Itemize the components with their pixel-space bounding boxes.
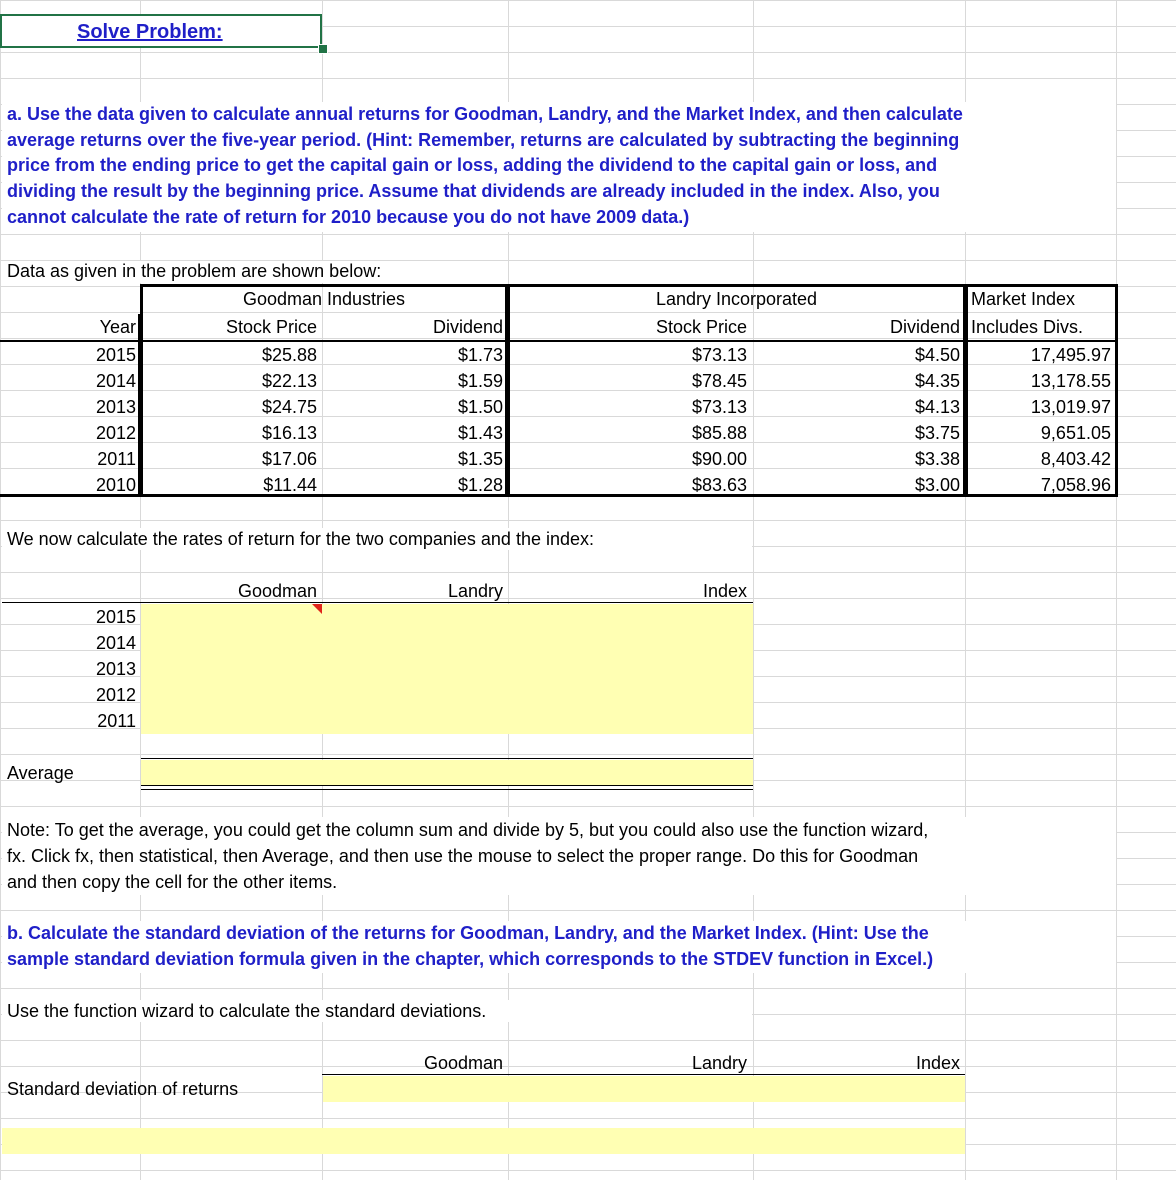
year-cell: 2015 [95,345,136,365]
landry-price-cell: $90.00 [691,449,747,469]
data-intro: Data as given in the problem are shown below: [7,261,382,281]
goodman-industries-header: Goodman Industries [242,289,406,309]
col-goodman-stock-price: Stock Price [225,317,317,337]
note-line-2: fx. Click fx, then statistical, then Average, and then use the mouse to select the proper range. Do this for Goodman [7,846,919,866]
std-header-landry: Landry [691,1053,747,1073]
goodman-dividend-cell: $1.50 [457,397,503,417]
returns-year-2014: 2014 [95,633,136,653]
goodman-price-cell: $17.06 [261,449,317,469]
part-a-line-2: average returns over the five-year period. (Hint: Remember, returns are calculated by subtracting the beginning [7,129,960,150]
goodman-dividend-cell: $1.73 [457,345,503,365]
market-index-header: Market Index [971,289,1076,309]
market-index-cell: 9,651.05 [1040,423,1111,443]
market-index-cell: 8,403.42 [1040,449,1111,469]
part-a-line-5: cannot calculate the rate of return for 2010 because you do not have 2009 data.) [7,206,690,227]
average-note [2,817,1116,895]
average-input-row[interactable] [141,760,753,786]
returns-header-index: Index [702,581,747,601]
wizard-instruction: Use the function wizard to calculate the standard deviations. [7,1001,487,1021]
landry-price-cell: $73.13 [691,397,747,417]
year-cell: 2010 [95,475,136,495]
col-landry-stock-price: Stock Price [655,317,747,337]
table-row [0,395,1118,421]
note-line-3: and then copy the cell for the other items. [7,872,338,892]
part-a-line-4: dividing the result by the beginning price. Assume that dividends are already included in the index. Also, you [7,181,940,202]
returns-year-2012: 2012 [95,685,136,705]
goodman-price-cell: $11.44 [263,475,317,495]
landry-dividend-cell: $3.38 [914,449,960,469]
landry-price-cell: $83.63 [691,475,747,495]
col-goodman-dividend: Dividend [432,317,503,337]
goodman-dividend-cell: $1.59 [457,371,503,391]
year-cell: 2011 [97,449,136,469]
landry-price-cell: $73.13 [691,345,747,365]
col-year: Year [99,317,136,337]
data-table-rows [0,343,1118,499]
note-line-1: Note: To get the average, you could get the column sum and divide by 5, but you could also use the function wizard, [7,820,929,840]
year-cell: 2012 [95,423,136,443]
fill-handle[interactable] [318,44,328,54]
landry-dividend-cell: $3.00 [914,475,960,495]
comment-indicator-icon[interactable] [312,604,322,614]
col-landry-dividend: Dividend [889,317,960,337]
landry-price-cell: $78.45 [691,371,747,391]
table-row [0,421,1118,447]
goodman-price-cell: $25.88 [261,345,317,365]
average-label: Average [7,763,74,783]
landry-dividend-cell: $3.75 [914,423,960,443]
returns-header-landry: Landry [447,581,503,601]
goodman-dividend-cell: $1.43 [457,423,503,443]
returns-year-2015: 2015 [95,607,136,627]
part-a-instructions [2,102,1116,232]
goodman-price-cell: $22.13 [261,371,317,391]
landry-incorporated-header: Landry Incorporated [655,289,818,309]
goodman-dividend-cell: $1.35 [457,449,503,469]
std-header-goodman: Goodman [423,1053,503,1073]
year-cell: 2013 [95,397,136,417]
col-market-includes-divs: Includes Divs. [971,317,1084,337]
market-index-cell: 7,058.96 [1040,475,1111,495]
landry-dividend-cell: $4.35 [914,371,960,391]
returns-header-goodman: Goodman [237,581,317,601]
table-row [0,473,1118,499]
std-row-label: Standard deviation of returns [7,1079,239,1099]
landry-price-cell: $85.88 [691,423,747,443]
year-cell: 2014 [95,371,136,391]
std-input-row[interactable] [323,1076,965,1102]
landry-dividend-cell: $4.50 [914,345,960,365]
table-row [0,343,1118,369]
market-index-cell: 13,019.97 [1030,397,1111,417]
part-b-instructions [2,921,1116,973]
returns-intro: We now calculate the rates of return for the two companies and the index: [7,529,594,549]
page-title: Solve Problem: [77,21,223,43]
returns-year-2011: 2011 [97,711,136,731]
part-a-line-3: price from the ending price to get the capital gain or loss, adding the dividend to the capital gain or loss, and [7,155,938,176]
extra-input-row[interactable] [2,1128,965,1154]
std-header-index: Index [915,1053,960,1073]
table-row [0,447,1118,473]
table-row [0,369,1118,395]
market-index-cell: 17,495.97 [1030,345,1111,365]
goodman-dividend-cell: $1.28 [457,475,503,495]
goodman-price-cell: $24.75 [261,397,317,417]
goodman-price-cell: $16.13 [261,423,317,443]
returns-input-area[interactable] [141,604,753,734]
landry-dividend-cell: $4.13 [914,397,960,417]
part-a-line-1: a. Use the data given to calculate annual returns for Goodman, Landry, and the Market Index, and then calculate [7,104,963,124]
returns-year-2013: 2013 [95,659,136,679]
part-b-line-2: sample standard deviation formula given in the chapter, which corresponds to the STDEV function in Excel.) [7,948,934,969]
part-b-line-1: b. Calculate the standard deviation of the returns for Goodman, Landry, and the Market Index. (Hint: Use the [7,923,929,943]
market-index-cell: 13,178.55 [1030,371,1111,391]
